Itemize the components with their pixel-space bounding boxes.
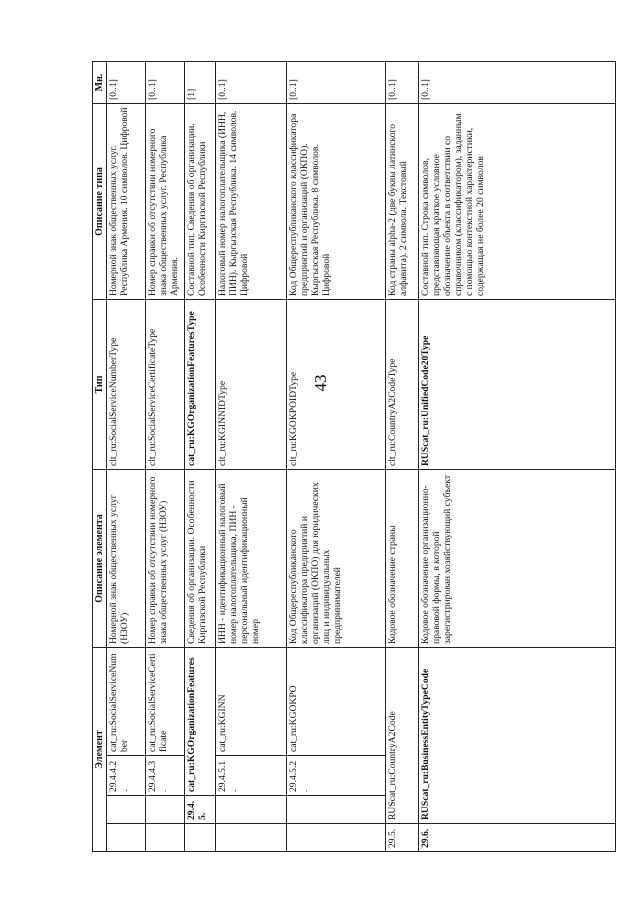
- elements-table: [92, 61, 616, 852]
- indent-cell: [107, 796, 146, 824]
- table-header-row: [93, 62, 107, 852]
- element-type: clt_ru:KGINNIDType: [216, 300, 287, 470]
- table-row: [419, 62, 616, 852]
- element-description: Сведения об организации. Особенности Киргизской Республики: [185, 470, 216, 648]
- row-number: 29.6.: [419, 824, 616, 852]
- type-description: Код страны alpha-2 (две буквы латинского алфавита). 2 символа. Текстовый: [386, 104, 419, 300]
- header-type: Тип: [93, 300, 107, 470]
- element-type: cat_ru:KGOrganizationFeaturesType: [185, 300, 216, 470]
- row-number: 29.4.5.2.: [287, 756, 386, 796]
- row-number: 29.4.5.1.: [216, 756, 287, 796]
- element-description: Номерной знак общественных услуг (НЗОУ): [107, 470, 146, 648]
- indent-cell: [146, 824, 185, 852]
- element-name: cat_ru:SocialServiceCertificate: [146, 648, 185, 756]
- element-type: clt_ru:KGOKPOIDType: [287, 300, 386, 470]
- element-description: Кодовое обозначение организационно-правовой формы, в которой зарегистрирован хозяйствующий субъект: [419, 470, 616, 648]
- type-description: Код Общереспубликанского классификатора предприятий и организаций (ОКПО). Кыргызская Республика. 8 символов. Цифровой: [287, 104, 386, 300]
- type-description: Налоговый номер налогоплательщика (ИНН, ПИН). Кыргызская Республика. 14 символов. Цифровой: [216, 104, 287, 300]
- element-name: cat_ru:KGINN: [216, 648, 287, 756]
- indent-cell: [216, 824, 287, 852]
- element-description: Код Общереспубликанского классификатора предприятий и организаций (ОКПО) для юридических лиц и индивидуальных предпринимателей: [287, 470, 386, 648]
- rotated-table-sheet: [92, 62, 612, 852]
- type-description: Номерной знак общественных услуг. Республика Армения. 10 символов. Цифровой: [107, 104, 146, 300]
- multiplicity: [0..1]: [386, 62, 419, 104]
- table-row: [185, 62, 216, 852]
- multiplicity: [0..1]: [419, 62, 616, 104]
- table-row: [216, 62, 287, 852]
- element-description: Номер справки об отсутствии номерного знака общественных услуг (НЗОУ): [146, 470, 185, 648]
- row-number: 29.5.: [386, 824, 419, 852]
- table-row: [386, 62, 419, 852]
- type-description: Составной тип. Сведения об организации. Особенности Киргизской Республики: [185, 104, 216, 300]
- header-description: Описание элемента: [93, 470, 107, 648]
- type-description: Номер справки об отсутствии номерного знака общественных услуг. Республика Армения.: [146, 104, 185, 300]
- header-type-description: Описание типа: [93, 104, 107, 300]
- indent-cell: [216, 796, 287, 824]
- element-name: cat_ru:KGOKPO: [287, 648, 386, 756]
- multiplicity: [1]: [185, 62, 216, 104]
- element-description: ИНН - идентификационный налоговый номер налогоплательщика, ПИН - персональный идентификационный номер: [216, 470, 287, 648]
- element-type: RUScat_ru:UnifiedCode20Type: [419, 300, 616, 470]
- element-name: RUScat_ru:BusinessEntityTypeCode: [419, 648, 616, 824]
- element-type: clt_ru:CountryA2CodeType: [386, 300, 419, 470]
- type-description: Составной тип. Строка символов, представляющая краткое условное обозначение объекта в соответствии со справочником (классификатором), заданным с помощью контекстной характеристики, содержащая не более 20 символов: [419, 104, 616, 300]
- element-description: Кодовое обозначение страны: [386, 470, 419, 648]
- row-number: 29.4.4.2.: [107, 756, 146, 796]
- element-type: clt_ru:SocialServiceNumberType: [107, 300, 146, 470]
- indent-cell: [146, 796, 185, 824]
- multiplicity: [0..1]: [107, 62, 146, 104]
- page-number: 43: [311, 374, 330, 392]
- multiplicity: [0..1]: [287, 62, 386, 104]
- element-type: clt_ru:SocialServiceCertificateType: [146, 300, 185, 470]
- row-number: 29.4.4.3.: [146, 756, 185, 796]
- multiplicity: [0..1]: [146, 62, 185, 104]
- element-name: RUScat_ru:CountryA2Code: [386, 648, 419, 824]
- table-row: [146, 62, 185, 852]
- indent-cell: [185, 824, 216, 852]
- indent-cell: [107, 824, 146, 852]
- table-row: [287, 62, 386, 852]
- element-name: cat_ru:SocialServiceNumber: [107, 648, 146, 756]
- element-name: cat_ru:KGOrganizationFeatures: [185, 648, 216, 796]
- table-row: [107, 62, 146, 852]
- indent-cell: [287, 824, 386, 852]
- header-element: Элемент: [93, 648, 107, 852]
- multiplicity: [0..1]: [216, 62, 287, 104]
- row-number: 29.4.5.: [185, 796, 216, 824]
- header-multiplicity: Мн.: [93, 62, 107, 104]
- indent-cell: [287, 796, 386, 824]
